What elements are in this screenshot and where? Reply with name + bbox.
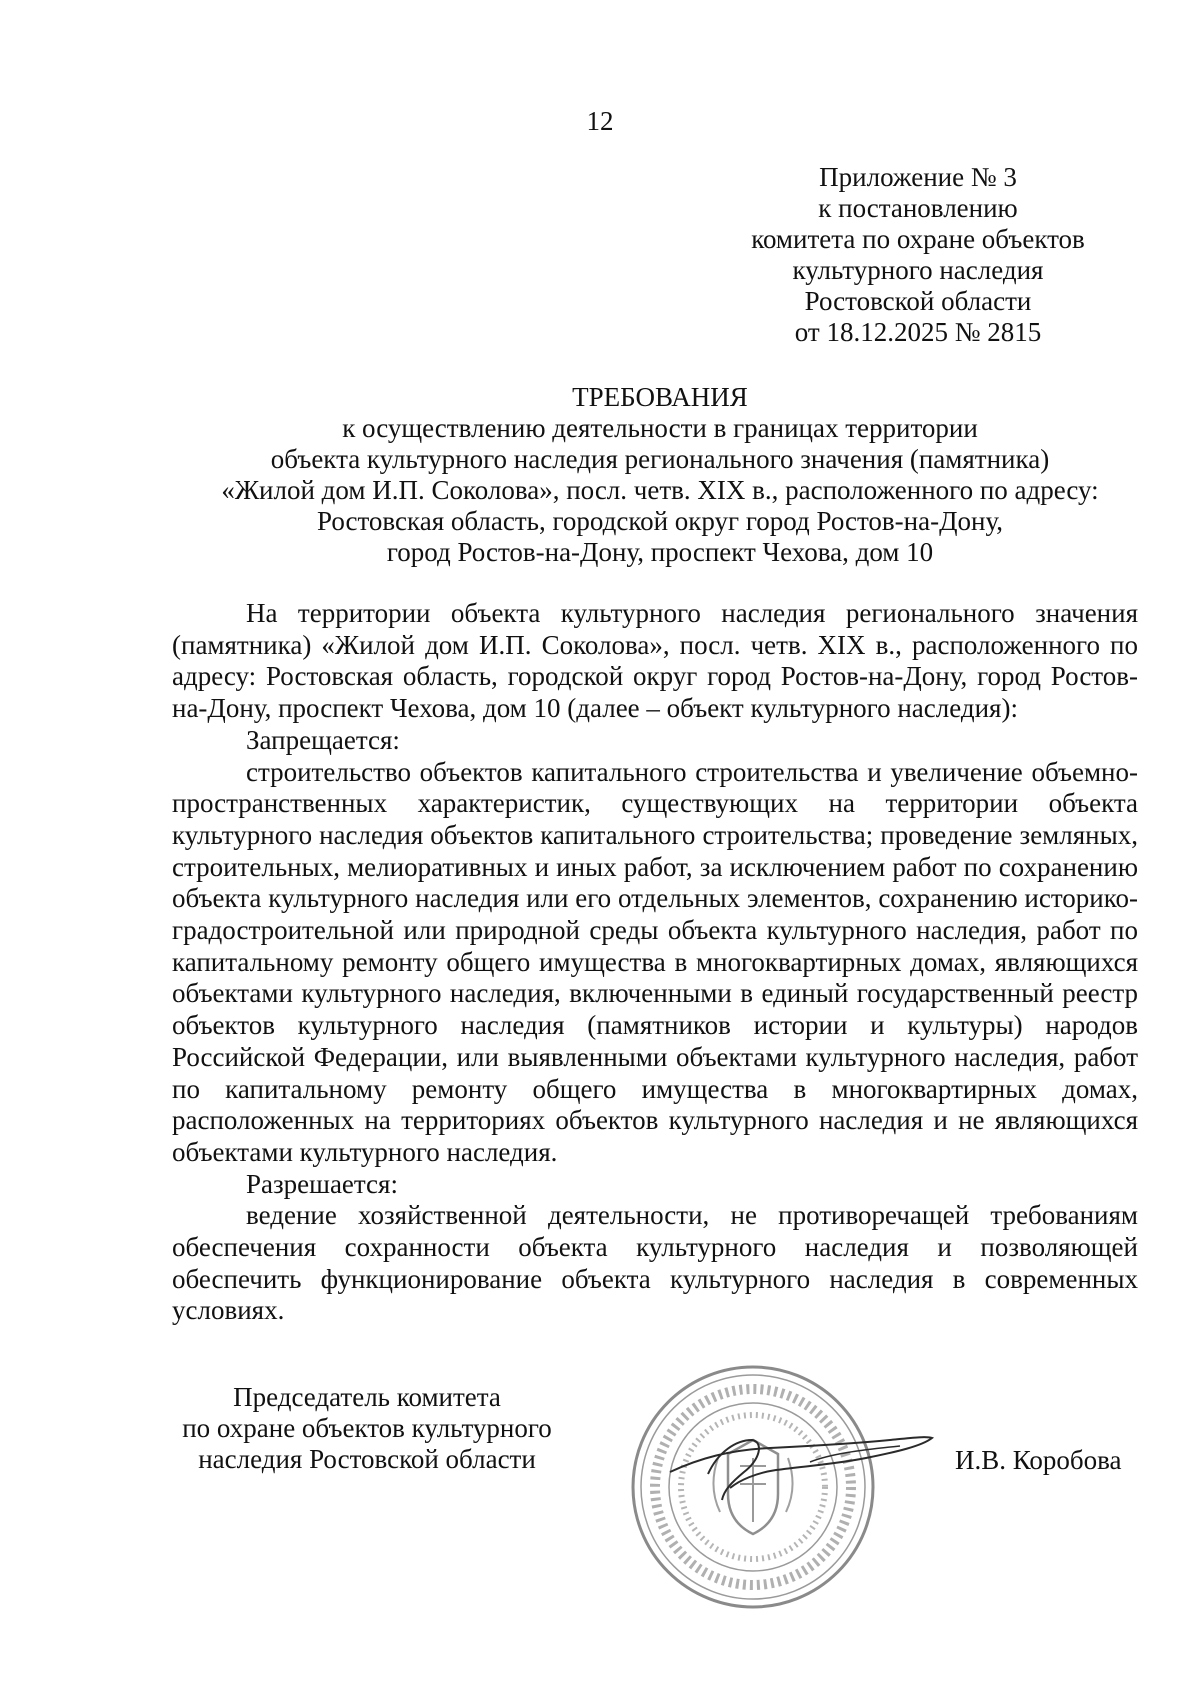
document-title — [120, 382, 1200, 568]
title-line: к осуществлению деятельности в границах территории — [342, 413, 978, 443]
signatory-name: И.В. Коробова — [955, 1445, 1122, 1475]
body-paragraph: ведение хозяйственной деятельности, не противоречащей требованиям обеспечения сохранности объекта культурного наследия и позволяющей обеспечить функционирование объекта культурного наследия в современных условиях. — [172, 1200, 1138, 1326]
title-line: Ростовская область, городской округ город Ростов-на-Дону, — [316, 506, 1003, 536]
body-paragraph: строительство объектов капитального строительства и увеличение объемно-пространственных характеристик, существующих на территории объекта культурного наследия объектов капитального строительства; проведение земляных, строительных, мелиоративных и иных работ, за исключением работ по сохранению объекта культурного наследия или его отдельных элементов, сохранению историко-градостроительной или природной среды объекта культурного наследия, работ по капитальному ремонту общего имущества в многоквартирных домах, являющихся объектами культурного наследия, включенными в единый государственный реестр объектов культурного наследия (памятников истории и культуры) народов Российской Федерации, или выявленными объектами культурного наследия, работ по капитальному ремонту общего имущества в многоквартирных домах, расположенных на территориях объектов культурного наследия и не являющихся объектами культурного наследия. — [172, 756, 1138, 1167]
position-line: Председатель комитета — [233, 1382, 501, 1412]
title-heading: ТРЕБОВАНИЯ — [572, 382, 748, 412]
appendix-line: культурного наследия — [792, 255, 1044, 285]
appendix-line: от 18.12.2025 № 2815 — [794, 317, 1042, 347]
page-number: 12 — [586, 106, 614, 136]
appendix-block — [708, 162, 1128, 348]
position-line: наследия Ростовской области — [198, 1444, 536, 1474]
position-line: по охране объектов культурного — [182, 1413, 552, 1443]
title-line: объекта культурного наследия регионального значения (памятника) — [270, 444, 1050, 474]
title-line: «Жилой дом И.П. Соколова», посл. четв. XIX в., расположенного по адресу: — [221, 475, 1099, 505]
appendix-line: комитета по охране объектов — [751, 224, 1085, 254]
body-paragraph: Разрешается: — [246, 1168, 398, 1199]
appendix-line: Приложение № 3 — [819, 162, 1017, 192]
title-line: город Ростов-на-Дону, проспект Чехова, дом 10 — [386, 537, 934, 567]
body-paragraph: Запрещается: — [246, 724, 400, 755]
document-body — [172, 598, 1138, 1327]
body-paragraph: На территории объекта культурного наследия регионального значения (памятника) «Жилой дом И.П. Соколова», посл. четв. XIX в., расположенного по адресу: Ростовская область, городской округ город Ростов-на-Дону, город Ростов-на-Дону, проспект Чехова, дом 10 (далее – объект культурного наследия): — [172, 598, 1138, 724]
handwritten-signature-icon — [660, 1400, 940, 1520]
appendix-line: Ростовской области — [804, 286, 1032, 316]
signatory-position — [158, 1382, 576, 1475]
appendix-line: к постановлению — [818, 193, 1018, 223]
